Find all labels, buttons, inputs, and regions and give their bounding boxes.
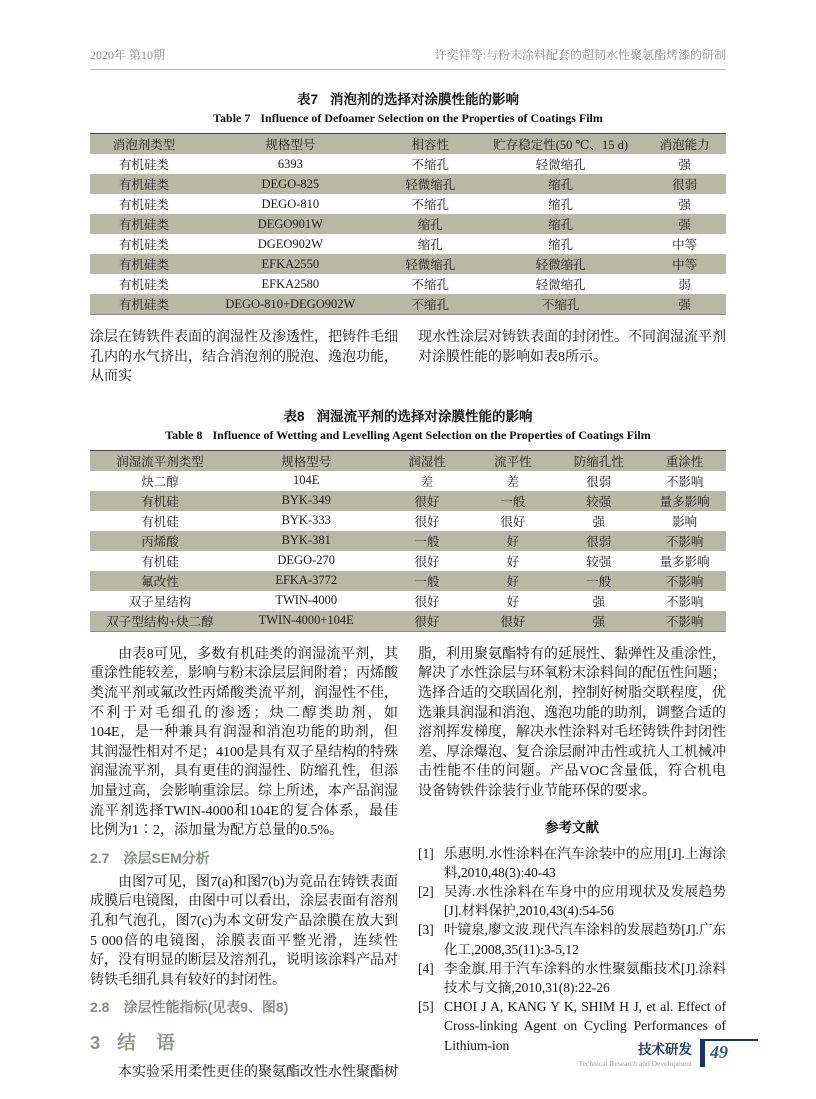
table-cell: DGEO902W (257, 236, 323, 251)
table-cell: 一般 (586, 574, 612, 589)
table7-caption-label-zh: 表7 (296, 92, 318, 107)
section-title: 结 语 (117, 1032, 176, 1054)
table-row (90, 254, 726, 274)
table-cell: 一般 (414, 574, 440, 589)
table-cell: 缩孔 (548, 198, 574, 212)
table-cell: 不影响 (665, 474, 704, 489)
table-cell: BYK-349 (281, 493, 331, 508)
column-header: 规格型号 (265, 138, 316, 152)
left-column (90, 645, 398, 1083)
references-list (418, 844, 726, 1055)
table-cell: 双子型结构+炔二醇 (106, 614, 214, 629)
sem-paragraph: 由图7可见，图7(a)和图7(b)为竞品在铸铁表面成膜后电镜图，由图中可以看出，涂层表面有溶剂孔和气泡孔，图7(c)为本文研发产品涂膜在放大到5 000倍的电镜图，涂膜表面平整光滑，连续性好，没有明显的断层及溶剂孔，说明该涂料产品对铸铁毛细孔具有较好的封闭性。 (90, 874, 398, 988)
table7-caption (90, 88, 726, 126)
column-header: 润湿性 (408, 454, 446, 469)
table-cell: 影响 (672, 514, 698, 529)
reference-item (418, 844, 726, 882)
table-cell: 较强 (586, 494, 612, 509)
page-number: 49 (710, 1042, 728, 1062)
table-cell: 很好 (414, 514, 440, 529)
table-header-row (90, 134, 726, 155)
table8-caption (90, 405, 726, 443)
table-cell: DEGO-810+DEGO902W (225, 296, 356, 311)
table8-caption-en (90, 428, 726, 443)
column-header: 消泡能力 (659, 138, 710, 152)
running-head (90, 46, 726, 70)
table-cell: 强 (678, 218, 691, 232)
table-cell: 很弱 (586, 474, 612, 489)
table-cell: 好 (506, 554, 520, 569)
table-cell: DEGO-810 (261, 196, 320, 211)
table-row (90, 551, 726, 571)
table-cell: 有机硅类 (119, 218, 170, 232)
table-cell: 轻微缩孔 (535, 278, 586, 292)
table-cell: 量多影响 (659, 494, 710, 509)
table-cell: DEGO901W (257, 216, 323, 231)
table-cell: 缩孔 (548, 218, 574, 232)
table-cell: 很好 (414, 614, 440, 629)
table-cell: 丙烯酸 (141, 534, 179, 549)
reference-text: 叶镜泉,廖文波.现代汽车涂料的发展趋势[J].广东化工,2008,35(11):3-5,12 (444, 922, 726, 957)
table-cell: 轻微缩孔 (535, 258, 586, 272)
table-row (90, 531, 726, 551)
column-header: 消泡剂类型 (112, 138, 176, 152)
table-cell: 很弱 (586, 534, 612, 549)
table7-body (90, 154, 726, 315)
table8-caption-label-en: Table 8 (165, 427, 203, 442)
table-cell: 中等 (672, 238, 698, 252)
table-cell: 不缩孔 (411, 298, 449, 312)
table-cell: 有机硅类 (119, 178, 170, 192)
page-number-bracket (700, 1039, 758, 1071)
table-cell: 好 (506, 574, 520, 589)
table7-caption-zh (90, 88, 726, 108)
table-cell: 缩孔 (548, 238, 574, 252)
footer-section-en: Technical Research and Development (578, 1059, 692, 1068)
column-header: 流平性 (494, 454, 532, 469)
table-cell: EFKA2580 (261, 276, 320, 291)
table-cell: BYK-333 (281, 513, 331, 528)
table-cell: 有机硅类 (119, 158, 170, 172)
table8-header (90, 450, 726, 471)
table-cell: 强 (592, 514, 605, 529)
table7-caption-label-en: Table 7 (213, 111, 251, 125)
table-cell: 弱 (678, 278, 691, 292)
table-cell: 一般 (500, 494, 526, 509)
table-row (90, 154, 726, 174)
table-cell: 有机硅类 (119, 278, 170, 292)
right-column (418, 645, 726, 1083)
reference-label: [2] (418, 883, 434, 899)
table-cell: 不影响 (665, 594, 704, 609)
table-cell: DEGO-270 (277, 553, 336, 568)
table-row (90, 214, 726, 234)
table-cell: 较强 (586, 554, 612, 569)
reference-item (418, 882, 726, 920)
table-cell: EFKA-3772 (275, 573, 338, 588)
reference-label: [3] (418, 922, 434, 938)
table-cell: 有机硅 (141, 554, 179, 569)
table7-caption-text-zh: 消泡剂的选择对涂膜性能的影响 (330, 92, 519, 107)
table-cell: 差 (420, 474, 434, 489)
table-row (90, 174, 726, 194)
discussion-paragraph: 由表8可见，多数有机硅类的润湿流平剂，其重涂性能较差，影响与粉末涂层层间附着；丙烯酸类流平剂或氟改性丙烯酸类流平剂，润湿性不佳，不利于对毛细孔的渗透；炔二醇类助剂，如104E，是一种兼具有润湿和消泡功能的助剂，但其润湿性相对不足；4100是具有双子星结构的特殊润湿流平剂，具有更佳的润湿性、防缩孔性，但添加量过高，会影响重涂层。综上所述，本产品润湿流平剂选择TWIN-4000和104E的复合体系，最佳比例为1∶2，添加量为配方总量的0.5%。 (90, 646, 398, 839)
main-body (90, 645, 726, 1083)
references-title: 参考文献 (545, 819, 599, 835)
reference-text: 乐惠明.水性涂料在汽车涂装中的应用[J].上海涂料,2010,48(3):40-43 (444, 845, 726, 880)
table-cell: 有机硅类 (119, 298, 170, 312)
table-cell: 强 (592, 614, 605, 629)
table-row (90, 611, 726, 632)
table-cell: DEGO-825 (261, 176, 320, 191)
table-cell: 不缩孔 (411, 198, 449, 212)
reference-label: [1] (418, 845, 434, 861)
table7 (90, 133, 726, 315)
table-cell: 缩孔 (417, 238, 443, 252)
table-cell: 有机硅类 (119, 238, 170, 252)
table-cell: 有机硅类 (119, 198, 170, 212)
table-cell: BYK-381 (281, 533, 331, 548)
table-cell: 好 (506, 594, 520, 609)
table-cell: 很好 (500, 614, 526, 629)
table-cell: 很好 (414, 494, 440, 509)
page-number-bar (700, 1041, 705, 1067)
table-cell: 不缩孔 (411, 158, 449, 172)
section-heading-2-8 (90, 997, 398, 1017)
section-heading-2-7 (90, 848, 398, 868)
footer-section-names (579, 1039, 692, 1068)
table-cell: 一般 (414, 534, 440, 549)
table-cell: 炔二醇 (141, 474, 179, 489)
table-row (90, 571, 726, 591)
table-cell: TWIN-4000+104E (258, 613, 354, 628)
table-cell: 强 (678, 298, 691, 312)
reference-text: 吴涛.水性涂料在车身中的应用现状及发展趋势[J].材料保护,2010,43(4):54-56 (444, 883, 726, 919)
table-cell: 很弱 (672, 178, 698, 192)
table-row (90, 591, 726, 611)
table-cell: 不缩孔 (411, 278, 449, 292)
column-header: 防缩孔性 (573, 454, 624, 469)
table-cell: 中等 (672, 258, 698, 272)
table-cell: 好 (506, 534, 520, 549)
page-footer (579, 1039, 758, 1071)
table-cell: 6393 (277, 156, 303, 171)
table-cell: 不缩孔 (541, 298, 580, 312)
issue-label: 2020年 第10期 (90, 48, 166, 62)
table-cell: 有机硅类 (119, 258, 170, 272)
table-cell: 双子星结构 (128, 594, 192, 609)
table-cell: 很好 (414, 554, 440, 569)
table8 (90, 450, 726, 632)
table-cell: 轻微缩孔 (535, 158, 586, 172)
section-heading-3 (90, 1029, 398, 1055)
reference-label: [4] (418, 960, 434, 976)
table-cell: TWIN-4000 (275, 593, 338, 608)
table-cell: 差 (506, 474, 520, 489)
table-cell: 量多影响 (659, 554, 710, 569)
reference-text: CHOI J A, KANG Y K, SHIM H J, et al. Effect of Cross-linking Agent on Cycling Performances of Lithium-ion (444, 999, 726, 1053)
table7-caption-text-en: Influence of Defoamer Selection on the Properties of Coatings Film (260, 111, 603, 125)
table-cell: 强 (678, 198, 691, 212)
footer-section-zh: 技术研发 (638, 1042, 692, 1057)
table-cell: 缩孔 (548, 178, 574, 192)
table8-caption-label-zh: 表8 (283, 408, 305, 424)
table-cell: 有机硅 (141, 494, 179, 509)
bridge-paragraph-right: 现水性涂层对铸铁表面的封闭性。不同润湿流平剂对涂膜性能的影响如表8所示。 (418, 330, 726, 365)
table-cell: 很好 (414, 594, 440, 609)
table-row (90, 234, 726, 254)
table-row (90, 511, 726, 531)
table-row (90, 471, 726, 491)
table8-caption-zh (90, 405, 726, 425)
table-cell: 104E (293, 473, 320, 488)
table-row (90, 294, 726, 315)
table-cell: 轻微缩孔 (405, 258, 456, 272)
table8-caption-text-zh: 润湿流平剂的选择对涂膜性能的影响 (316, 408, 533, 424)
column-header: 规格型号 (281, 454, 332, 469)
table-cell: 轻微缩孔 (405, 178, 456, 192)
reference-item (418, 920, 726, 958)
column-header: 贮存稳定性(50 ℃、15 d) (493, 138, 629, 152)
section-title: 涂层SEM分析 (123, 849, 210, 866)
section-number: 2.7 (90, 849, 110, 866)
table-cell: 很好 (500, 514, 526, 529)
table-cell: 缩孔 (417, 218, 443, 232)
column-header: 相容性 (411, 138, 449, 152)
table-cell: 不影响 (665, 534, 704, 549)
table-cell: 强 (592, 594, 605, 609)
table-cell: 有机硅 (141, 514, 179, 529)
table-header-row (90, 450, 726, 471)
reference-item (418, 959, 726, 997)
column-header: 重涂性 (665, 454, 704, 469)
table-cell: 氟改性 (141, 574, 179, 589)
reference-text: 李金旗.用于汽车涂料的水性聚氨酯技术[J].涂料技术与文摘,2010,31(8):22-26 (444, 960, 726, 995)
table8-body (90, 471, 726, 632)
bridge-paragraph-left: 涂层在铸铁件表面的润湿性及渗透性，把铸件毛细孔内的水气挤出，结合消泡剂的脱泡、逸泡功能，从而实 (90, 330, 398, 385)
column-header: 润湿流平剂类型 (116, 454, 204, 469)
table-row (90, 491, 726, 511)
section-number: 2.8 (90, 999, 110, 1016)
table-cell: 不影响 (665, 574, 704, 589)
running-title: 许奕祥等:与粉末涂料配套的超韧水性聚氨酯烤漆的研制 (434, 48, 726, 62)
conclusion-paragraph-start: 本实验采用柔性更佳的聚氨酯改性水性聚酯树 (118, 1065, 398, 1081)
table7-header (90, 134, 726, 155)
table-row (90, 274, 726, 294)
table7-caption-en (90, 111, 726, 126)
conclusion-paragraph-continued: 脂，利用聚氨酯特有的延展性、黏弹性及重涂性，解决了水性涂层与环氧粉末涂料间的配伍性问题；选择合适的交联固化剂，控制好树脂交联程度，优选兼具润湿和消泡、逸泡功能的助剂，调整合适的溶剂挥发梯度，解决水性涂料对毛坯铸铁件封闭性差、厚涂爆泡、复合涂层耐冲击性或抗人工机械冲击性能不佳的问题。产品VOC含量低，符合机电设备铸铁件涂装行业节能环保的要求。 (418, 646, 726, 799)
section-number: 3 (90, 1032, 102, 1054)
table-cell: EFKA2550 (261, 256, 320, 271)
table-row (90, 194, 726, 214)
reference-label: [5] (418, 999, 434, 1015)
bridge-paragraph (90, 328, 726, 387)
table-cell: 强 (678, 158, 691, 172)
table-cell: 不影响 (665, 614, 704, 629)
table8-caption-text-en: Influence of Wetting and Levelling Agent Selection on the Properties of Coatings Film (212, 427, 651, 442)
section-title: 涂层性能指标(见表9、图8) (123, 999, 289, 1016)
